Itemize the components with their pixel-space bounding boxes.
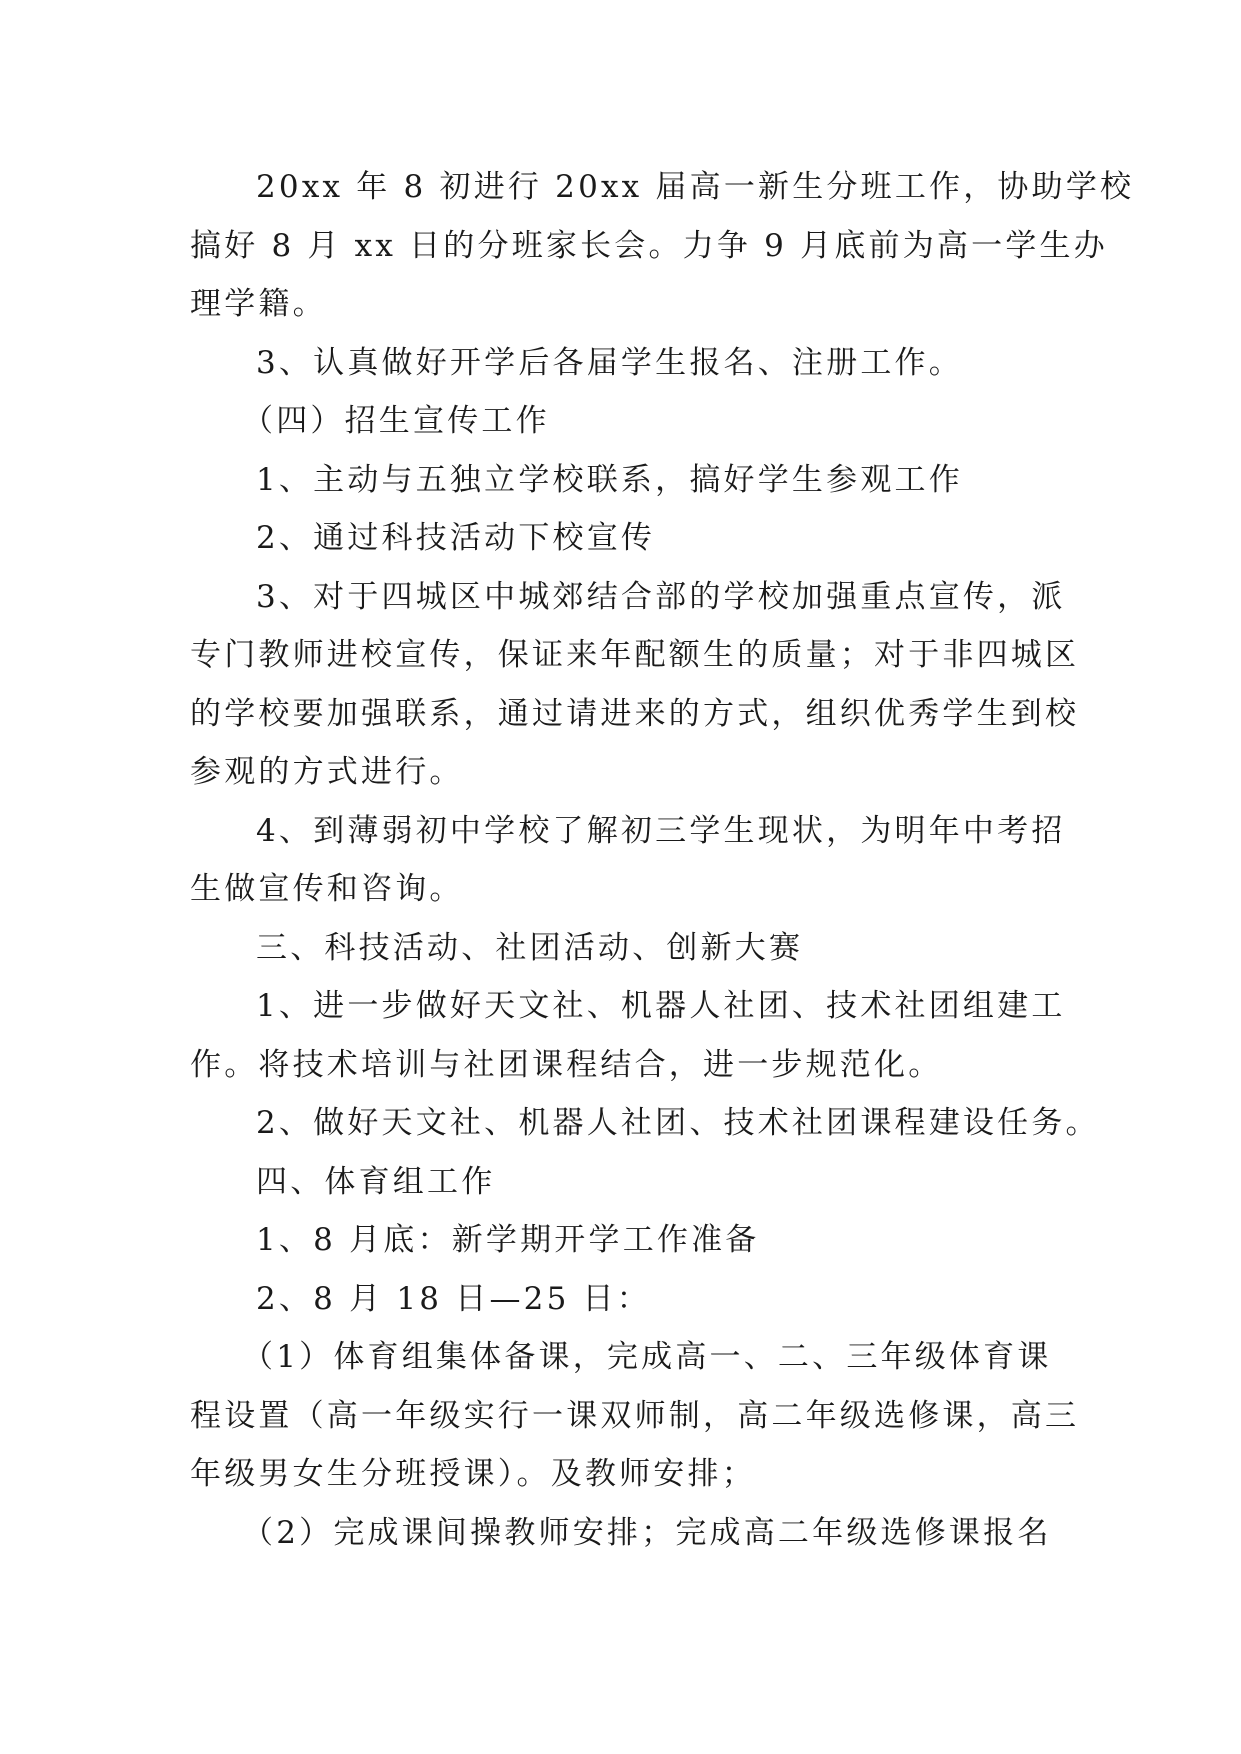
paragraph-line: 年级男女生分班授课）。及教师安排； (190, 1456, 756, 1492)
paragraph-line: 20xx 年 8 初进行 20xx 届高一新生分班工作，协助学校 (256, 169, 1135, 205)
paragraph-line: 搞好 8 月 xx 日的分班家长会。力争 9 月底前为高一学生办 (190, 227, 1108, 264)
paragraph-line: 4、到薄弱初中学校了解初三学生现状，为明年中考招 (256, 812, 1066, 849)
paragraph-line: 专门教师进校宣传，保证来年配额生的质量；对于非四城区 (190, 637, 1080, 673)
section-heading: 四、体育组工作 (256, 1163, 496, 1200)
section-heading: 三、科技活动、社团活动、创新大赛 (256, 929, 804, 966)
paragraph-line: （2）完成课间操教师安排；完成高二年级选修课报名 (242, 1514, 1052, 1551)
paragraph-line: 程设置（高一年级实行一课双师制，高二年级选修课，高三 (190, 1397, 1080, 1434)
paragraph-line: 1、8 月底：新学期开学工作准备 (256, 1222, 760, 1258)
paragraph-line: 2、通过科技活动下校宣传 (256, 520, 656, 556)
paragraph-line: 的学校要加强联系，通过请进来的方式，组织优秀学生到校 (190, 695, 1080, 732)
paragraph-line: 理学籍。 (190, 286, 327, 322)
paragraph-line: 1、进一步做好天文社、机器人社团、技术社团组建工 (256, 988, 1066, 1024)
paragraph-line: （1）体育组集体备课，完成高一、二、三年级体育课 (242, 1339, 1052, 1375)
paragraph-line: 2、8 月 18 日—25 日： (256, 1280, 651, 1317)
paragraph-line: 生做宣传和咨询。 (190, 871, 464, 907)
paragraph-line: 2、做好天文社、机器人社团、技术社团课程建设任务。 (256, 1105, 1100, 1141)
section-heading: （四）招生宣传工作 (242, 403, 550, 439)
paragraph-line: 3、认真做好开学后各届学生报名、注册工作。 (256, 344, 963, 381)
paragraph-line: 作。将技术培训与社团课程结合，进一步规范化。 (190, 1046, 943, 1083)
document-body (190, 158, 1135, 1562)
paragraph-line: 3、对于四城区中城郊结合部的学校加强重点宣传，派 (256, 578, 1066, 615)
paragraph-line: 1、主动与五独立学校联系，搞好学生参观工作 (256, 461, 963, 498)
paragraph-line: 参观的方式进行。 (190, 754, 464, 790)
